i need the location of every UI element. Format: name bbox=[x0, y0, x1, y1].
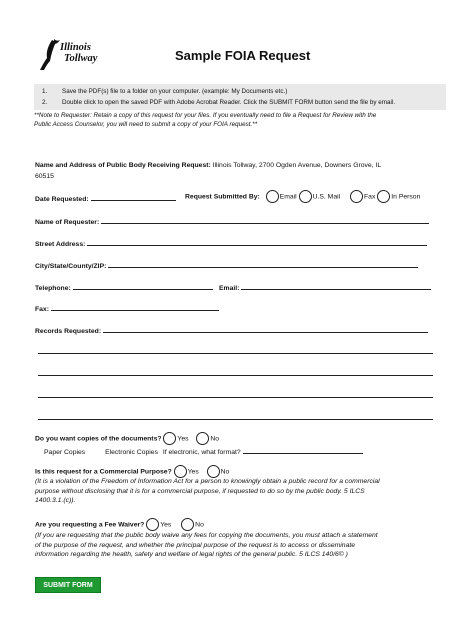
receiving-body bbox=[35, 162, 381, 169]
fax-label: Fax: bbox=[35, 306, 49, 313]
commercial-note-line: purpose without disclosing that it is for a commercial purpose, if requested to do so by the public body. 5 ILCS bbox=[35, 487, 365, 495]
date-row bbox=[35, 193, 176, 203]
street-label: Street Address: bbox=[35, 241, 86, 248]
in-person-radio[interactable] bbox=[377, 190, 390, 203]
fee-note-line: information regarding the health, safety and welfare of legal rights of the general public. 5 ILCS 140/6© ) bbox=[35, 551, 348, 558]
requester-note bbox=[34, 111, 446, 129]
fax-row bbox=[35, 303, 219, 313]
copies-type-row bbox=[44, 446, 363, 456]
records-line[interactable] bbox=[38, 353, 433, 354]
electronic-copies-option[interactable]: Electronic Copies bbox=[105, 449, 158, 456]
instruction-text: Double click to open the saved PDF with Adobe Acrobat Reader. Click the SUBMIT FORM button send the file by email. bbox=[62, 99, 396, 106]
fax-option-label: Fax bbox=[364, 193, 376, 201]
copies-no-label: No bbox=[210, 435, 220, 443]
email-label: Email: bbox=[219, 285, 240, 292]
telephone-label: Telephone: bbox=[35, 285, 71, 292]
logo-line2: Tollway bbox=[64, 53, 98, 64]
receiving-value-zip: 60515 bbox=[35, 173, 54, 180]
fee-yes-label: Yes bbox=[160, 521, 172, 529]
street-row bbox=[35, 238, 427, 248]
fee-yes-radio[interactable] bbox=[146, 518, 159, 531]
copies-yes-label: Yes bbox=[177, 435, 189, 443]
instruction-item bbox=[34, 97, 446, 108]
note-line: Public Access Counselor, you will need to submit a copy of your FOIA request.** bbox=[34, 121, 258, 128]
fee-no-radio[interactable] bbox=[181, 518, 194, 531]
date-requested-field[interactable] bbox=[91, 193, 176, 201]
illinois-tollway-logo bbox=[38, 38, 106, 72]
fax-radio[interactable] bbox=[350, 190, 363, 203]
commercial-note-line: (It is a violation of the Freedom of Information Act for a person to knowingly obtain a public record for a commercial bbox=[35, 478, 380, 485]
instructions-box bbox=[34, 84, 446, 110]
copies-yes-radio[interactable] bbox=[163, 432, 176, 445]
fax-field[interactable] bbox=[51, 303, 219, 311]
format-field[interactable] bbox=[243, 446, 363, 454]
email-radio[interactable] bbox=[266, 190, 279, 203]
city-field[interactable] bbox=[108, 260, 418, 268]
fee-waiver-row bbox=[35, 518, 204, 531]
receiving-label: Name and Address of Public Body Receiving Request: bbox=[35, 162, 211, 169]
city-row bbox=[35, 260, 418, 270]
records-label: Records Requested: bbox=[35, 328, 102, 335]
format-label: If electronic, what format? bbox=[162, 449, 241, 456]
telephone-row bbox=[35, 282, 213, 292]
records-field[interactable] bbox=[103, 325, 428, 333]
page-title: Sample FOIA Request bbox=[175, 48, 311, 63]
paper-copies-option[interactable]: Paper Copies bbox=[44, 449, 86, 456]
records-line[interactable] bbox=[38, 419, 433, 420]
email-field[interactable] bbox=[241, 282, 431, 290]
instruction-text: Save the PDF(s) file to a folder on your computer. (example: My Documents etc.) bbox=[62, 88, 288, 95]
commercial-question: Is this request for a Commercial Purpose? bbox=[35, 468, 172, 476]
copies-row bbox=[35, 432, 219, 445]
copies-no-radio[interactable] bbox=[196, 432, 209, 445]
fee-no-label: No bbox=[195, 521, 204, 529]
tollway-bird-icon bbox=[38, 38, 62, 72]
name-row bbox=[35, 216, 429, 226]
us-mail-option-label: U.S. Mail bbox=[312, 193, 341, 201]
telephone-field[interactable] bbox=[73, 282, 213, 290]
in-person-option-label: In Person bbox=[391, 193, 421, 201]
instruction-item bbox=[34, 86, 446, 97]
submitted-by-label: Request Submitted By: bbox=[185, 193, 260, 201]
us-mail-radio[interactable] bbox=[299, 190, 312, 203]
commercial-yes-label: Yes bbox=[187, 468, 199, 476]
email-row bbox=[219, 282, 431, 292]
submit-form-button[interactable]: SUBMIT FORM bbox=[35, 577, 101, 593]
records-line[interactable] bbox=[38, 375, 433, 376]
instruction-number: 2. bbox=[42, 99, 48, 106]
name-label: Name of Requester: bbox=[35, 219, 100, 226]
fee-waiver-note bbox=[35, 531, 378, 560]
records-row bbox=[35, 325, 428, 335]
name-field[interactable] bbox=[101, 216, 429, 224]
commercial-note-line: 1400.3.1.(c)). bbox=[35, 497, 76, 504]
street-field[interactable] bbox=[87, 238, 427, 246]
commercial-no-label: No bbox=[220, 468, 230, 476]
email-option-label: Email bbox=[279, 193, 297, 201]
instruction-number: 1. bbox=[42, 88, 48, 95]
logo-line1: Illinois bbox=[60, 42, 91, 53]
fee-waiver-question: Are you requesting a Fee Waiver? bbox=[35, 521, 145, 529]
fee-note-line: of the purpose of the request, and whether the principal purpose of the request is to access or disseminate bbox=[35, 541, 356, 549]
note-line: **Note to Requester: Retain a copy of this request for your files. If you eventually need to file a Request for Review with the bbox=[34, 112, 377, 119]
receiving-value: Illinois Tollway, 2700 Ogden Avenue, Downers Grove, IL bbox=[210, 162, 382, 169]
submitted-by-row bbox=[185, 190, 420, 203]
city-label: City/State/County/ZIP: bbox=[35, 263, 107, 270]
fee-note-line: (If you are requesting that the public body waive any fees for copying the documents, you must attach a statement bbox=[35, 532, 378, 539]
commercial-note bbox=[35, 477, 380, 506]
date-requested-label: Date Requested: bbox=[35, 196, 89, 203]
copies-question: Do you want copies of the documents? bbox=[35, 435, 162, 443]
records-line[interactable] bbox=[38, 397, 433, 398]
